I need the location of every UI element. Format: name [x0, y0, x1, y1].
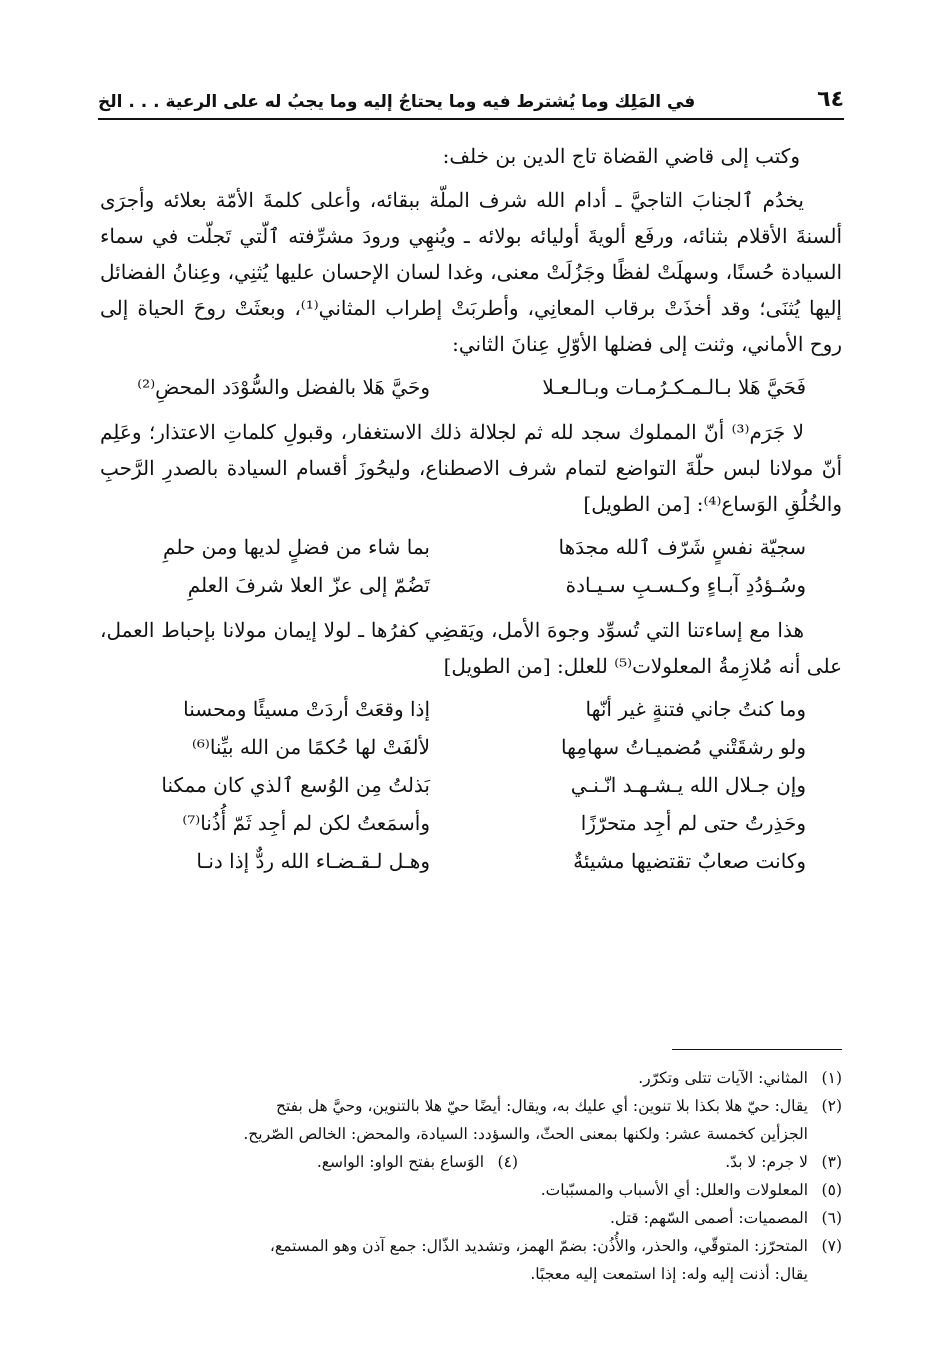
verse-hemistich: تَضُمّ إلى عزّ العلا شرفَ العلمِ — [187, 573, 430, 597]
verse-hemistich: إذا وقعَتْ أردَتْ مسيئًا ومحسنا — [183, 697, 430, 721]
footnote-number: (٢) — [821, 1097, 842, 1115]
footnote-text: لا جرم: لا بدّ. — [725, 1153, 808, 1171]
paragraph-1: يخدُم ٱلجنابَ التاجيَّ ـ أدام الله شرف الملّة ببقائه، وأعلى كلمةَ الأمّة بعلائه وأجرَى ألسنةَ الأقلام بثنائه، ورفَع ألويةَ أوليائه بولائه ـ ويُنهِي ورودَ مشرِّفته ٱلّتي تَجلّت في سماء السيادة حُسنًا، وسهلَتْ لفظًا وجَزُلَتْ معنى، وغدا لسان الإحسان عليها يُثنِي، وعِنانُ الفضائل إليها يُثنَى؛ وقد أخذَتْ برقاب المعانِي، وأطربَتْ إطراب المثاني⁽¹⁾، وبعثَتْ روحَ الحياة إلى روح الأماني، وثنت إلى فضلها الأوّلِ عِنانَ الثاني: — [100, 188, 842, 356]
footnote — [100, 1204, 842, 1232]
footnote-continuation: الجزأين كخمسة عشر: ولكنها بمعنى الحثّ، والسؤدد: السيادة، والمحض: الخالص الصّريح. — [243, 1125, 808, 1143]
verse-hemistich: وكانت صعابٌ تقتضيها مشيئةٌ — [573, 849, 806, 873]
footnote — [100, 1176, 842, 1204]
paragraph-2: لا جَرَم⁽³⁾ أنّ المملوك سجد لله ثم لجلالة ذلك الاستغفار، وقبولِ كلماتِ الاعتذار؛ وعَلِم أنّ مولانا لبس حلّةَ التواضع لتمام شرف الاصطناع، وليحُوزَ أقسام السيادة بالصدرِ الرَّحبِ والخُلُقِ الوَساع⁽⁴⁾: [من الطويل] — [100, 420, 842, 516]
paragraph-3: هذا مع إساءتنا التي تُسوِّد وجوهَ الأمل، ويَقضِي كفرُها ـ لولا إيمان مولانا بإحباط العمل، على أنه مُلازِمةُ المعلولات⁽⁵⁾ للعلل: [من الطويل] — [100, 618, 842, 678]
verse-hemistich: ولو رشقَتْني مُضميـاتُ سهامِها — [561, 735, 806, 759]
footnote-text: المصميات: أصمى السّهم: قتل. — [609, 1209, 808, 1227]
footnote-text: الوَساع بفتح الواو: الواسع. — [316, 1153, 484, 1171]
verse-block-2 — [100, 528, 806, 604]
page-header — [98, 74, 844, 120]
footnote — [100, 1148, 842, 1176]
verse-hemistich: وسُـؤدُدِ آبـاءٍ وكـسـبِ سـيـادة — [565, 573, 806, 597]
verse-hemistich: وإن جـلال الله يـشـهـد انّـنـي — [570, 773, 806, 797]
verse-block-3 — [100, 690, 806, 880]
verse-hemistich: بَذلتُ مِن الوُسع ٱلذي كان ممكنا — [161, 773, 430, 797]
footnote-number: (٥) — [821, 1181, 842, 1199]
verse-hemistich: وحَيَّ هَلا بالفضل والسُّوْدَد المحضِ⁽²⁾ — [137, 375, 430, 399]
footnote-continuation: يقال: أذنت إليه وله: إذا استمعت إليه معجبًا. — [530, 1265, 808, 1283]
footnote — [100, 1232, 842, 1260]
footnote-text: المعلولات والعلل: أي الأسباب والمسبّبات. — [540, 1181, 808, 1199]
footnote-number: (١) — [821, 1069, 842, 1087]
running-title: في المَلِك وما يُشترط فيه وما يحتاجُ إليه وما يجبُ له على الرعية . . . الخ — [98, 92, 696, 112]
verse-hemistich: لألفَتْ لها حُكمًا من الله بيِّنا⁽⁶⁾ — [191, 735, 430, 759]
verse-hemistich: وما كنتُ جاني فتنةٍ غير أنّها — [585, 697, 806, 721]
intro-line: وكتب إلى قاضي القضاة تاج الدين بن خلف: — [442, 144, 800, 168]
verse-block-1 — [100, 368, 806, 406]
footnote — [100, 1092, 842, 1120]
footnotes — [100, 1064, 842, 1288]
main-text — [100, 138, 842, 888]
verse-hemistich: فَحَيَّ هَلا بـالـمـكـرُمـات وبـالـعـلا — [542, 375, 806, 399]
footnote-number: (٧) — [821, 1237, 842, 1255]
footnote — [100, 1064, 842, 1092]
footnote-number: (٣) — [821, 1153, 842, 1171]
verse-hemistich: وحَذِرتُ حتى لم أجِد متحرّزًا — [580, 811, 806, 835]
verse-hemistich: وهـل لـقـضـاء الله ردٌّ إذا دنـا — [196, 849, 430, 873]
footnote-text: يقال: حيّ هلا بكذا بلا تنوين: أي عليك به، ويقال: أيضًا حيّ هلا بالتنوين، وحيَّ هل بفتح — [275, 1097, 808, 1115]
page-number: ٦٤ — [817, 87, 844, 112]
footnote-number: (٦) — [821, 1209, 842, 1227]
footnote-number: (٤) — [497, 1153, 518, 1171]
verse-hemistich: بما شاء من فضلٍ لديها ومن حلمِ — [163, 535, 430, 559]
verse-hemistich: سجيّة نفسٍ شَرّف ٱلله مجدَها — [558, 535, 806, 559]
footnote-text: المثاني: الآيات تتلى وتكرّر. — [638, 1069, 808, 1087]
verse-hemistich: وأسمَعتُ لكن لم أجِد ثَمّ أُذُنا⁽⁷⁾ — [182, 811, 430, 835]
footnote-text: المتحرّز: المتوقّي، والحذر، والأُذُن: بضمّ الهمز، وتشديد الذّال: جمع آذن وهو المستمع، — [269, 1237, 808, 1255]
footnote-divider — [672, 1049, 842, 1050]
